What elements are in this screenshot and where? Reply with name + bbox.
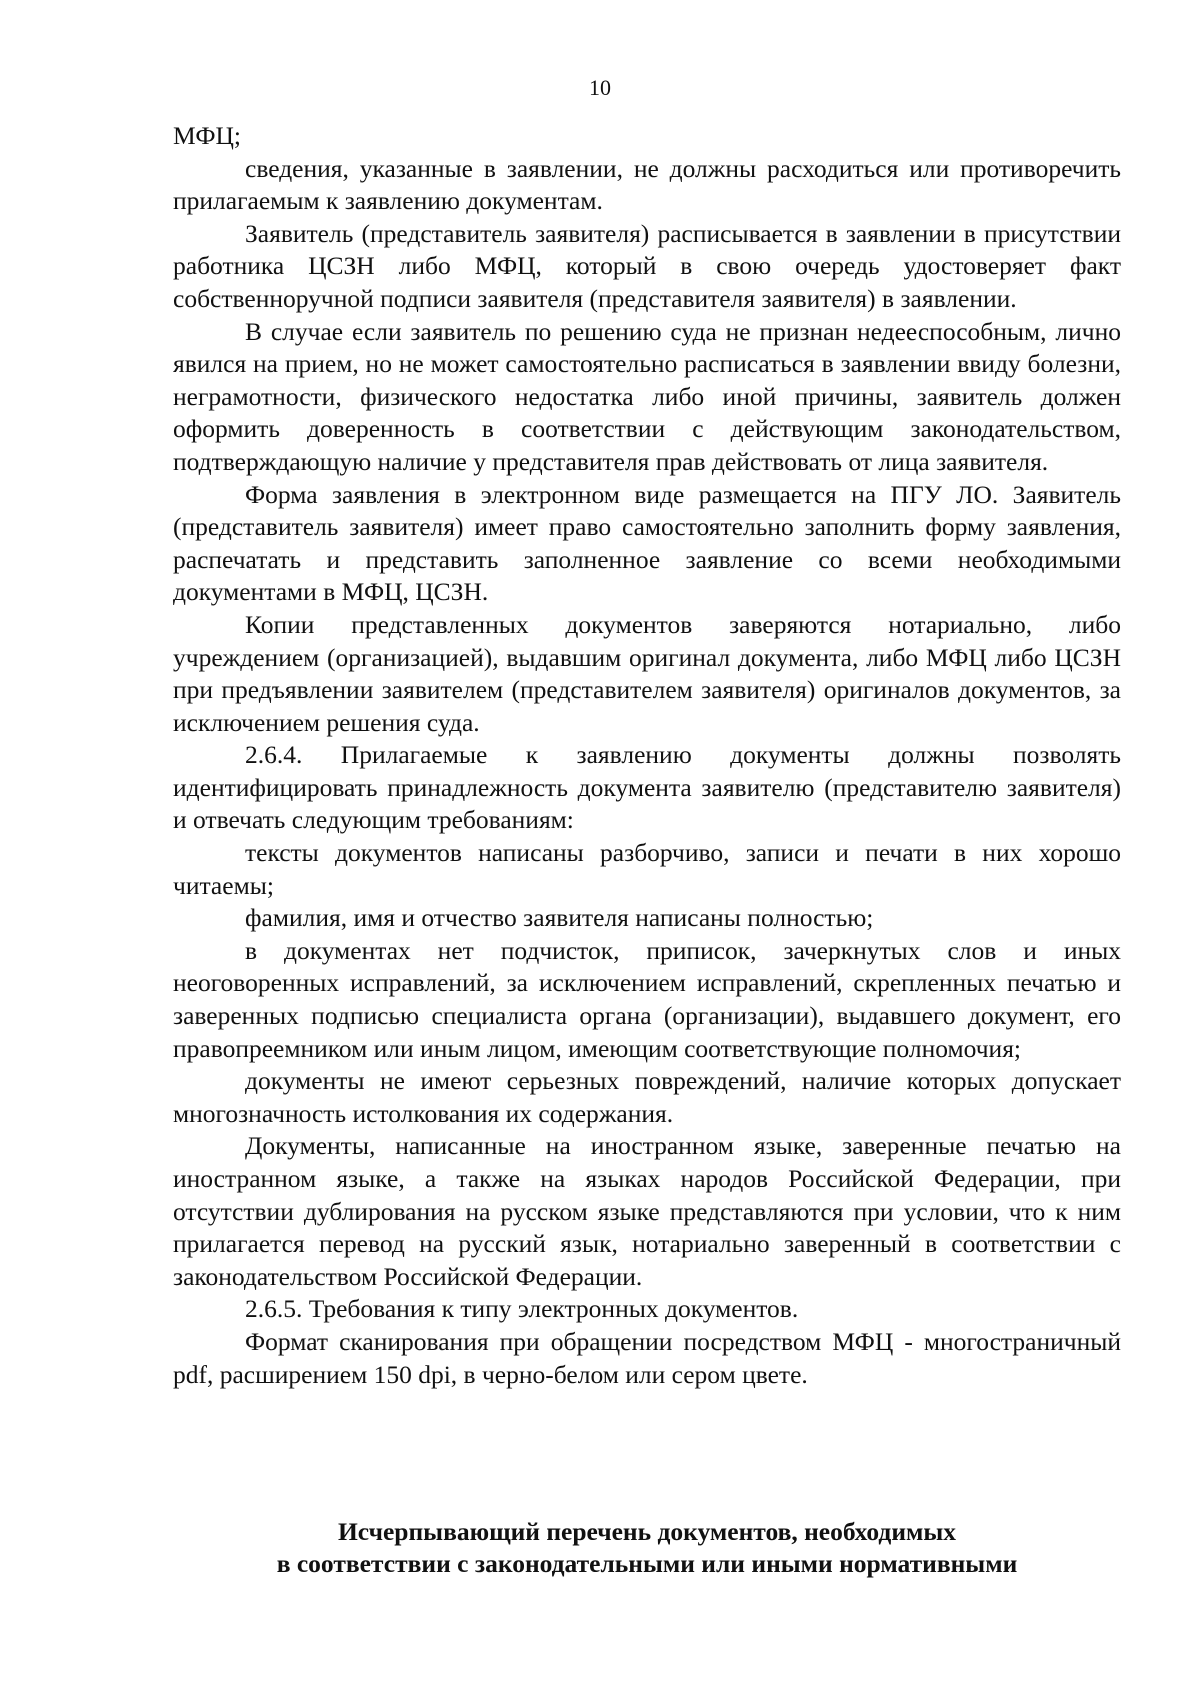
- paragraph: В случае если заявитель по решению суда не признан недееспособным, лично явился на прием, но не может самостоятельно расписаться в заявлении ввиду болезни, неграмотности, физического недостатка либо иной причины, заявитель должен оформить доверенность в соответствии с действующим законодательством, подтверждающую наличие у представителя прав действовать от лица заявителя.: [173, 316, 1121, 476]
- paragraph: Заявитель (представитель заявителя) расписывается в заявлении в присутствии работника ЦСЗН либо МФЦ, который в свою очередь удостоверяет факт собственноручной подписи заявителя (представителя заявителя) в заявлении.: [173, 218, 1121, 313]
- paragraph: Формат сканирования при обращении посредством МФЦ - многостраничный pdf, расширением 150 dpi, в черно-белом или сером цвете.: [173, 1326, 1121, 1389]
- paragraph: Копии представленных документов заверяются нотариально, либо учреждением (организацией), выдавшим оригинал документа, либо МФЦ либо ЦСЗН при предъявлении заявителем (представителем заявителя) оригиналов документов, за исключением решения суда.: [173, 609, 1121, 737]
- paragraph: сведения, указанные в заявлении, не должны расходиться или противоречить прилагаемым к заявлению документам.: [173, 153, 1121, 216]
- paragraph: МФЦ;: [173, 121, 241, 150]
- paragraph: Форма заявления в электронном виде размещается на ПГУ ЛО. Заявитель (представитель заявителя) имеет право самостоятельно заполнить форму заявления, распечатать и представить заполненное заявление со всеми необходимыми документами в МФЦ, ЦСЗН.: [173, 479, 1121, 607]
- paragraph: Документы, написанные на иностранном языке, заверенные печатью на иностранном языке, а также на языках народов Российской Федерации, при отсутствии дублирования на русском языке представляются при условии, что к ним прилагается перевод на русский язык, нотариально заверенный в соответствии с законодательством Российской Федерации.: [173, 1131, 1121, 1291]
- paragraph: тексты документов написаны разборчиво, записи и печати в них хорошо читаемы;: [173, 838, 1121, 900]
- document-body: [173, 120, 1121, 1391]
- section-heading: [173, 1516, 1121, 1580]
- section-heading-line: Исчерпывающий перечень документов, необходимых: [337, 1517, 957, 1546]
- paragraph: в документах нет подчисток, приписок, зачеркнутых слов и иных неоговоренных исправлений, за исключением исправлений, скрепленных печатью и заверенных подписью специалиста органа (организации), выдавшего документ, его правопреемником или иным лицом, имеющим соответствующие полномочия;: [173, 935, 1121, 1063]
- paragraph: 2.6.5. Требования к типу электронных документов.: [245, 1294, 799, 1324]
- paragraph: документы не имеют серьезных повреждений, наличие которых допускает многозначность истолкования их содержания.: [173, 1066, 1121, 1128]
- paragraph: 2.6.4. Прилагаемые к заявлению документы должны позволять идентифицировать принадлежность документа заявителю (представителю заявителя) и отвечать следующим требованиям:: [173, 740, 1121, 835]
- page-number: 10: [589, 75, 611, 100]
- section-heading-line: в соответствии с законодательными или иными нормативными: [276, 1549, 1018, 1578]
- paragraph: фамилия, имя и отчество заявителя написаны полностью;: [245, 903, 874, 933]
